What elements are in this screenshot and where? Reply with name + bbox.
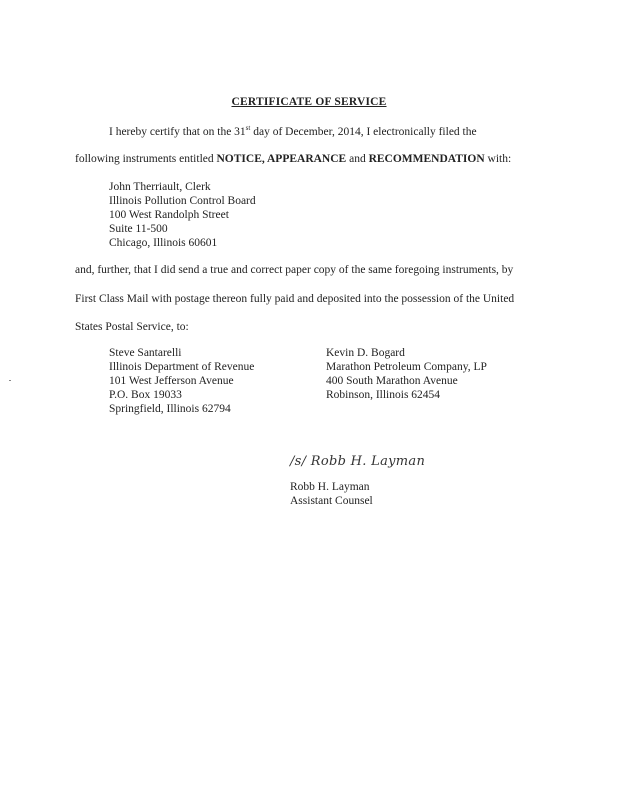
signature-script: /s/ Robb H. Layman (290, 454, 426, 469)
instruments-title-2: RECOMMENDATION (368, 153, 485, 165)
address-line: Marathon Petroleum Company, LP (326, 361, 487, 373)
address-line: Chicago, Illinois 60601 (109, 237, 218, 249)
address-line: Illinois Department of Revenue (109, 361, 255, 373)
instruments-title-1: NOTICE, APPEARANCE (216, 153, 347, 165)
address-line: Springfield, Illinois 62794 (109, 403, 231, 415)
postal-service-line: States Postal Service, to: (75, 321, 189, 333)
address-line: Steve Santarelli (109, 347, 182, 359)
clerk-address (109, 180, 256, 250)
address-line: Illinois Pollution Control Board (109, 195, 256, 207)
address-line: 400 South Marathon Avenue (326, 375, 458, 387)
paper-copy-line: and, further, that I did send a true and correct paper copy of the same foregoing instruments, by (75, 264, 514, 276)
document-title: CERTIFICATE OF SERVICE (231, 96, 387, 108)
scan-speck (9, 380, 11, 381)
mail-line: First Class Mail with postage thereon fully paid and deposited into the possession of the United (75, 293, 515, 305)
signature (290, 455, 425, 468)
certify-line: I hereby certify that on the 31st day of December, 2014, I electronically filed the (109, 124, 477, 138)
recipient-address-left (109, 346, 254, 416)
address-line: Robinson, Illinois 62454 (326, 389, 441, 401)
address-line: P.O. Box 19033 (109, 389, 182, 401)
instruments-and: and (346, 153, 369, 165)
instruments-prefix: following instruments entitled (75, 153, 217, 165)
signer-name: Robb H. Layman (290, 481, 370, 493)
signer-title: Assistant Counsel (290, 495, 373, 507)
address-line: John Therriault, Clerk (109, 181, 211, 193)
instruments-line (75, 154, 511, 166)
signature-block (290, 480, 373, 508)
instruments-suffix: with: (484, 153, 512, 165)
address-line: 100 West Randolph Street (109, 209, 229, 221)
address-line: 101 West Jefferson Avenue (109, 375, 234, 387)
address-line: Suite 11-500 (109, 223, 168, 235)
address-line: Kevin D. Bogard (326, 347, 405, 359)
recipient-address-right (326, 346, 487, 402)
